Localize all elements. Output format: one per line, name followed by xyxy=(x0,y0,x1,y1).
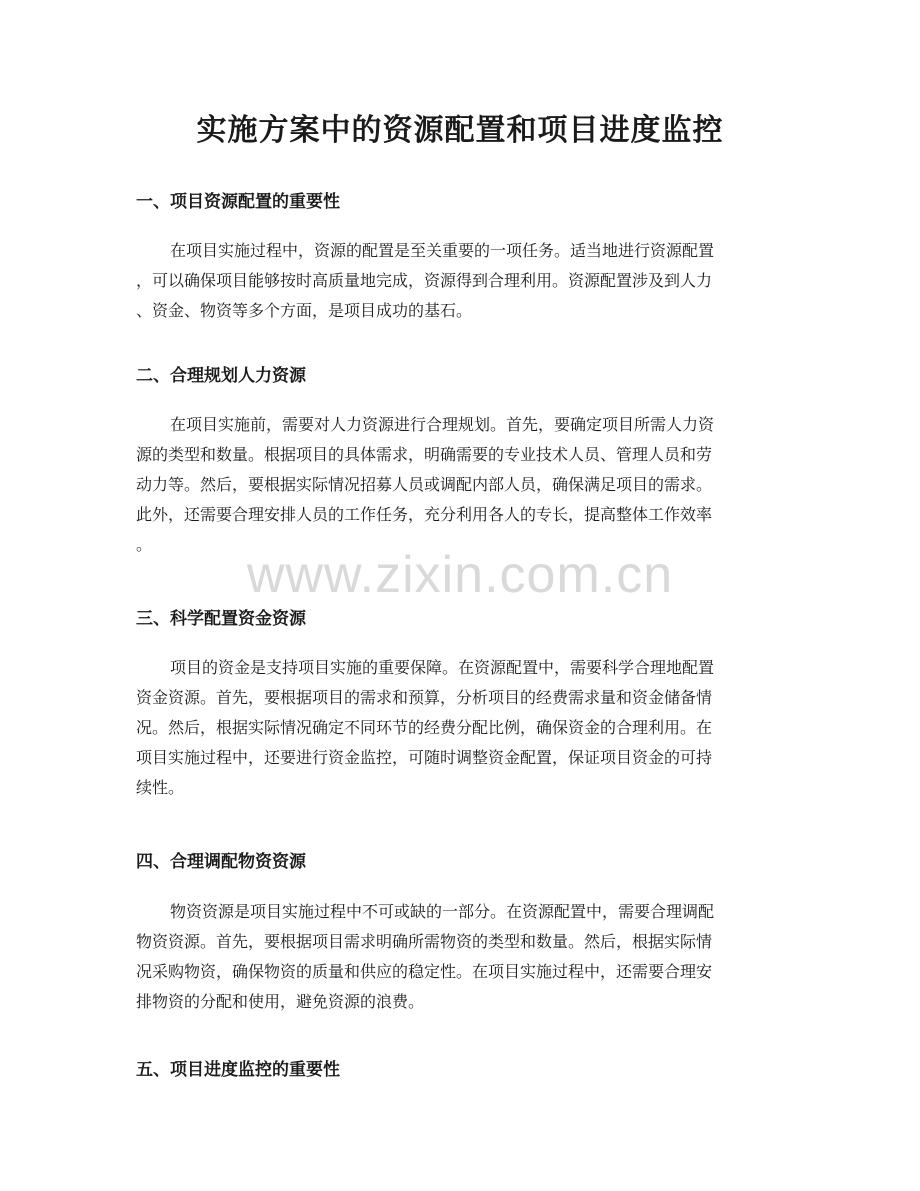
paragraph-line: 。 xyxy=(136,535,153,554)
section-heading-3: 三、科学配置资金资源 xyxy=(136,609,306,629)
paragraph-line: 动力等。然后，要根据实际情况招募人员或调配内部人员，确保满足项目的需求。 xyxy=(136,475,713,494)
paragraph-line: 况。然后，根据实际情况确定不同环节的经费分配比例，确保资金的合理利用。在 xyxy=(136,718,713,737)
paragraph-line: 况采购物资，确保物资的质量和供应的稳定性。在项目实施过程中，还需要合理安 xyxy=(136,962,713,981)
section-heading-5: 五、项目进度监控的重要性 xyxy=(136,1060,340,1080)
section-heading-2: 二、合理规划人力资源 xyxy=(136,366,306,386)
paragraph-line: 在项目实施过程中，资源的配置是至关重要的一项任务。适当地进行资源配置 xyxy=(170,241,715,260)
paragraph-line: ，可以确保项目能够按时高质量地完成，资源得到合理利用。资源配置涉及到人力 xyxy=(136,271,713,290)
paragraph-line: 在项目实施前，需要对人力资源进行合理规划。首先，要确定项目所需人力资 xyxy=(170,415,715,434)
paragraph-line: 物资资源。首先，要根据项目需求明确所需物资的类型和数量。然后，根据实际情 xyxy=(136,932,713,951)
paragraph-line: 续性。 xyxy=(136,778,185,797)
paragraph-line: 、资金、物资等多个方面，是项目成功的基石。 xyxy=(136,301,473,320)
section-heading-1: 一、项目资源配置的重要性 xyxy=(136,192,340,212)
paragraph-line: 排物资的分配和使用，避免资源的浪费。 xyxy=(136,992,425,1011)
paragraph-line: 项目的资金是支持项目实施的重要保障。在资源配置中，需要科学合理地配置 xyxy=(170,658,715,677)
section-paragraph-2 xyxy=(136,410,786,560)
section-heading-4: 四、合理调配物资资源 xyxy=(136,852,306,872)
paragraph-line: 物资资源是项目实施过程中不可或缺的一部分。在资源配置中，需要合理调配 xyxy=(170,902,715,921)
paragraph-line: 资金资源。首先，要根据项目的需求和预算，分析项目的经费需求量和资金储备情 xyxy=(136,688,713,707)
watermark: www.zixin.com.cn xyxy=(246,546,674,604)
paragraph-line: 项目实施过程中，还要进行资金监控，可随时调整资金配置，保证项目资金的可持 xyxy=(136,748,713,767)
paragraph-line: 此外，还需要合理安排人员的工作任务，充分利用各人的专长，提高整体工作效率 xyxy=(136,505,713,524)
paragraph-line: 源的类型和数量。根据项目的具体需求，明确需要的专业技术人员、管理人员和劳 xyxy=(136,445,713,464)
section-paragraph-1 xyxy=(136,236,786,326)
document-title: 实施方案中的资源配置和项目进度监控 xyxy=(196,113,724,148)
section-paragraph-4 xyxy=(136,897,786,1017)
section-paragraph-3 xyxy=(136,653,786,803)
